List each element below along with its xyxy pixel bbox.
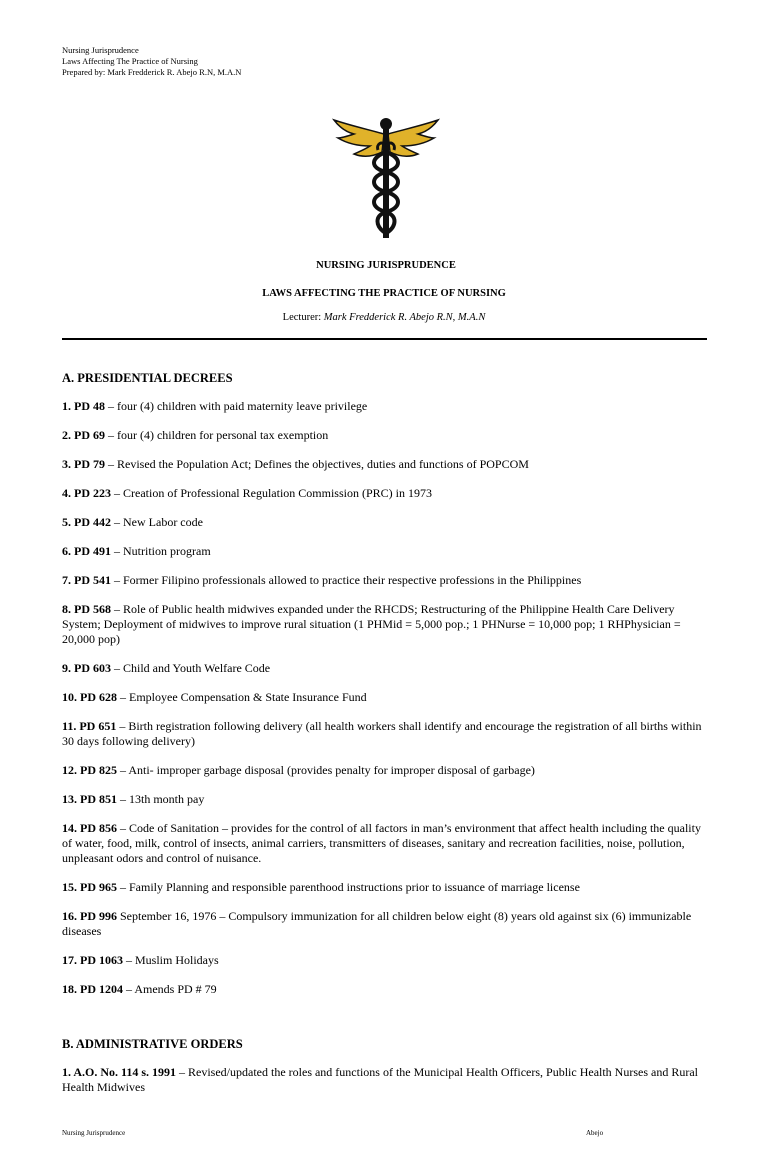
item-code: 1. PD 48 [62, 399, 105, 413]
presidential-decree-list [62, 399, 712, 997]
item-description: – Former Filipino professionals allowed to practice their respective professions in the Philippines [111, 573, 582, 587]
item-code: 5. PD 442 [62, 515, 111, 529]
item-description: – 13th month pay [117, 792, 205, 806]
list-item [62, 880, 712, 895]
list-item [62, 428, 712, 443]
item-description: – Muslim Holidays [123, 953, 219, 967]
page-header [62, 45, 241, 78]
item-description: – Creation of Professional Regulation Commission (PRC) in 1973 [111, 486, 432, 500]
item-code: 1. A.O. No. 114 s. 1991 [62, 1065, 177, 1079]
right-wing [388, 120, 438, 156]
header-line-1: Nursing Jurisprudence [62, 45, 139, 55]
list-item [62, 909, 712, 939]
item-code: 14. PD 856 [62, 821, 117, 835]
item-description: – Nutrition program [111, 544, 211, 558]
item-description: September 16, 1976 – Compulsory immunization for all children below eight (8) years old against six (6) immunizable diseases [62, 909, 692, 938]
item-code: 9. PD 603 [62, 661, 111, 675]
item-code: 2. PD 69 [62, 428, 105, 442]
section-heading-presidential-decrees: A. PRESIDENTIAL DECREES [62, 371, 233, 385]
item-description: – New Labor code [111, 515, 203, 529]
document-subtitle: LAWS AFFECTING THE PRACTICE OF NURSING [262, 288, 506, 299]
administrative-order-list [62, 1065, 712, 1095]
item-description: – Child and Youth Welfare Code [111, 661, 271, 675]
item-code: 4. PD 223 [62, 486, 111, 500]
header-line-3: Prepared by: Mark Fredderick R. Abejo R.N, M.A.N [62, 67, 242, 77]
item-description: – Revised the Population Act; Defines the objectives, duties and functions of POPCOM [105, 457, 529, 471]
list-item [62, 602, 712, 647]
item-code: 6. PD 491 [62, 544, 111, 558]
item-code: 8. PD 568 [62, 602, 111, 616]
item-code: 17. PD 1063 [62, 953, 123, 967]
document-body [62, 371, 712, 1109]
item-code: 10. PD 628 [62, 690, 117, 704]
list-item [62, 690, 712, 705]
lecturer-name: Mark Fredderick R. Abejo R.N, M.A.N [323, 312, 486, 323]
list-item [62, 719, 712, 749]
item-code: 7. PD 541 [62, 573, 111, 587]
item-code: 18. PD 1204 [62, 982, 123, 996]
list-item [62, 982, 712, 997]
section-heading-administrative-orders: B. ADMINISTRATIVE ORDERS [62, 1037, 243, 1051]
item-description: – Anti- improper garbage disposal (provides penalty for improper disposal of garbage) [117, 763, 535, 777]
item-code: 3. PD 79 [62, 457, 105, 471]
list-item [62, 792, 712, 807]
item-code: 12. PD 825 [62, 763, 117, 777]
item-description: – Birth registration following delivery (all health workers shall identify and encourage the registration of all births within 30 days following delivery) [62, 719, 702, 748]
list-item [62, 821, 712, 866]
list-item [62, 763, 712, 778]
list-item [62, 1065, 712, 1095]
list-item [62, 573, 712, 588]
item-description: – four (4) children for personal tax exemption [105, 428, 329, 442]
item-description: – Employee Compensation & State Insurance Fund [117, 690, 367, 704]
footer-left: Nursing Jurisprudence [62, 1129, 126, 1137]
item-description: – Amends PD # 79 [123, 982, 217, 996]
item-description: – Role of Public health midwives expanded under the RHCDS; Restructuring of the Philippine Health Care Delivery System; Deployment of midwives to improve rural situation (1 PHMid = 5,000 pop.; 1 PHNurse = 10,000 pop; 1 RHPhysician = 20,000 pop) [62, 602, 681, 646]
item-description: – Revised/updated the roles and functions of the Municipal Health Officers, Public Health Nurses and Rural Health Midwives [62, 1065, 698, 1094]
list-item [62, 544, 712, 559]
title-divider [62, 338, 707, 340]
lecturer-label: Lecturer: [282, 312, 324, 323]
left-wing [334, 120, 384, 156]
item-description: – four (4) children with paid maternity leave privilege [105, 399, 368, 413]
item-description: – Code of Sanitation – provides for the control of all factors in man’s environment that affect health including the quality of water, food, milk, control of insects, animal carriers, transmitters of diseases, sanitary and recreation facilities, noise, pollution, unpleasant odors and control of nuisance. [62, 821, 701, 865]
item-code: 13. PD 851 [62, 792, 117, 806]
list-item [62, 661, 712, 676]
list-item [62, 486, 712, 501]
item-code: 16. PD 996 [62, 909, 117, 923]
list-item [62, 399, 712, 414]
lecturer-line [60, 312, 708, 323]
footer-right: Abejo [586, 1129, 604, 1137]
item-code: 15. PD 965 [62, 880, 117, 894]
list-item [62, 457, 712, 472]
caduceus-icon [330, 112, 442, 242]
list-item [62, 953, 712, 968]
list-item [62, 515, 712, 530]
item-description: – Family Planning and responsible parenthood instructions prior to issuance of marriage license [117, 880, 580, 894]
header-line-2: Laws Affecting The Practice of Nursing [62, 56, 198, 66]
document-title: NURSING JURISPRUDENCE [316, 260, 456, 271]
item-code: 11. PD 651 [62, 719, 117, 733]
